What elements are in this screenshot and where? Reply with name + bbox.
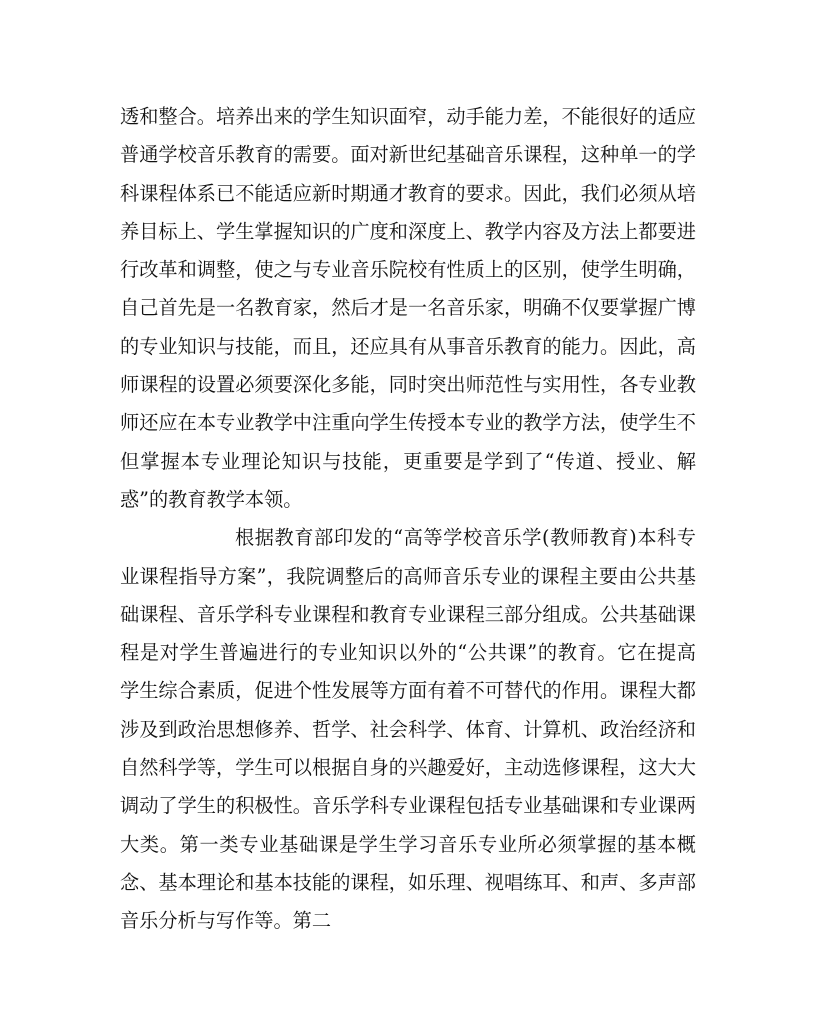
body-text — [120, 98, 696, 941]
paragraph-continuation: 透和整合。培养出来的学生知识面窄，动手能力差，不能很好的适应普通学校音乐教育的需要。面对新世纪基础音乐课程，这种单一的学科课程体系已不能适应新时期通才教育的要求。因此，我们必须从培养目标上、学生掌握知识的广度和深度上、教学内容及方法上都要进行改革和调整，使之与专业音乐院校有性质上的区别，使学生明确，自己首先是一名教育家，然后才是一名音乐家，明确不仅要掌握广博的专业知识与技能，而且，还应具有从事音乐教育的能力。因此，高师课程的设置必须要深化多能，同时突出师范性与实用性，各专业教师还应在本专业教学中注重向学生传授本专业的教学方法，使学生不但掌握本专业理论知识与技能，更重要是学到了“传道、授业、解惑”的教育教学本领。 — [120, 105, 696, 511]
paragraph-curriculum: 根据教育部印发的“高等学校音乐学(教师教育)本科专业课程指导方案”，我院调整后的高师音乐专业的课程主要由公共基础课程、音乐学科专业课程和教育专业课程三部分组成。公共基础课程是对学生普遍进行的专业知识以外的“公共课”的教育。它在提高学生综合素质，促进个性发展等方面有着不可替代的作用。课程大都涉及到政治思想修养、哲学、社会科学、体育、计算机、政治经济和自然科学等，学生可以根据自身的兴趣爱好，主动选修课程，这大大调动了学生的积极性。音乐学科专业课程包括专业基础课和专业课两大类。第一类专业基础课是学生学习音乐专业所必须掌握的基本概念、基本理论和基本技能的课程，如乐理、视唱练耳、和声、多声部音乐分析与写作等。第二 — [120, 526, 696, 933]
